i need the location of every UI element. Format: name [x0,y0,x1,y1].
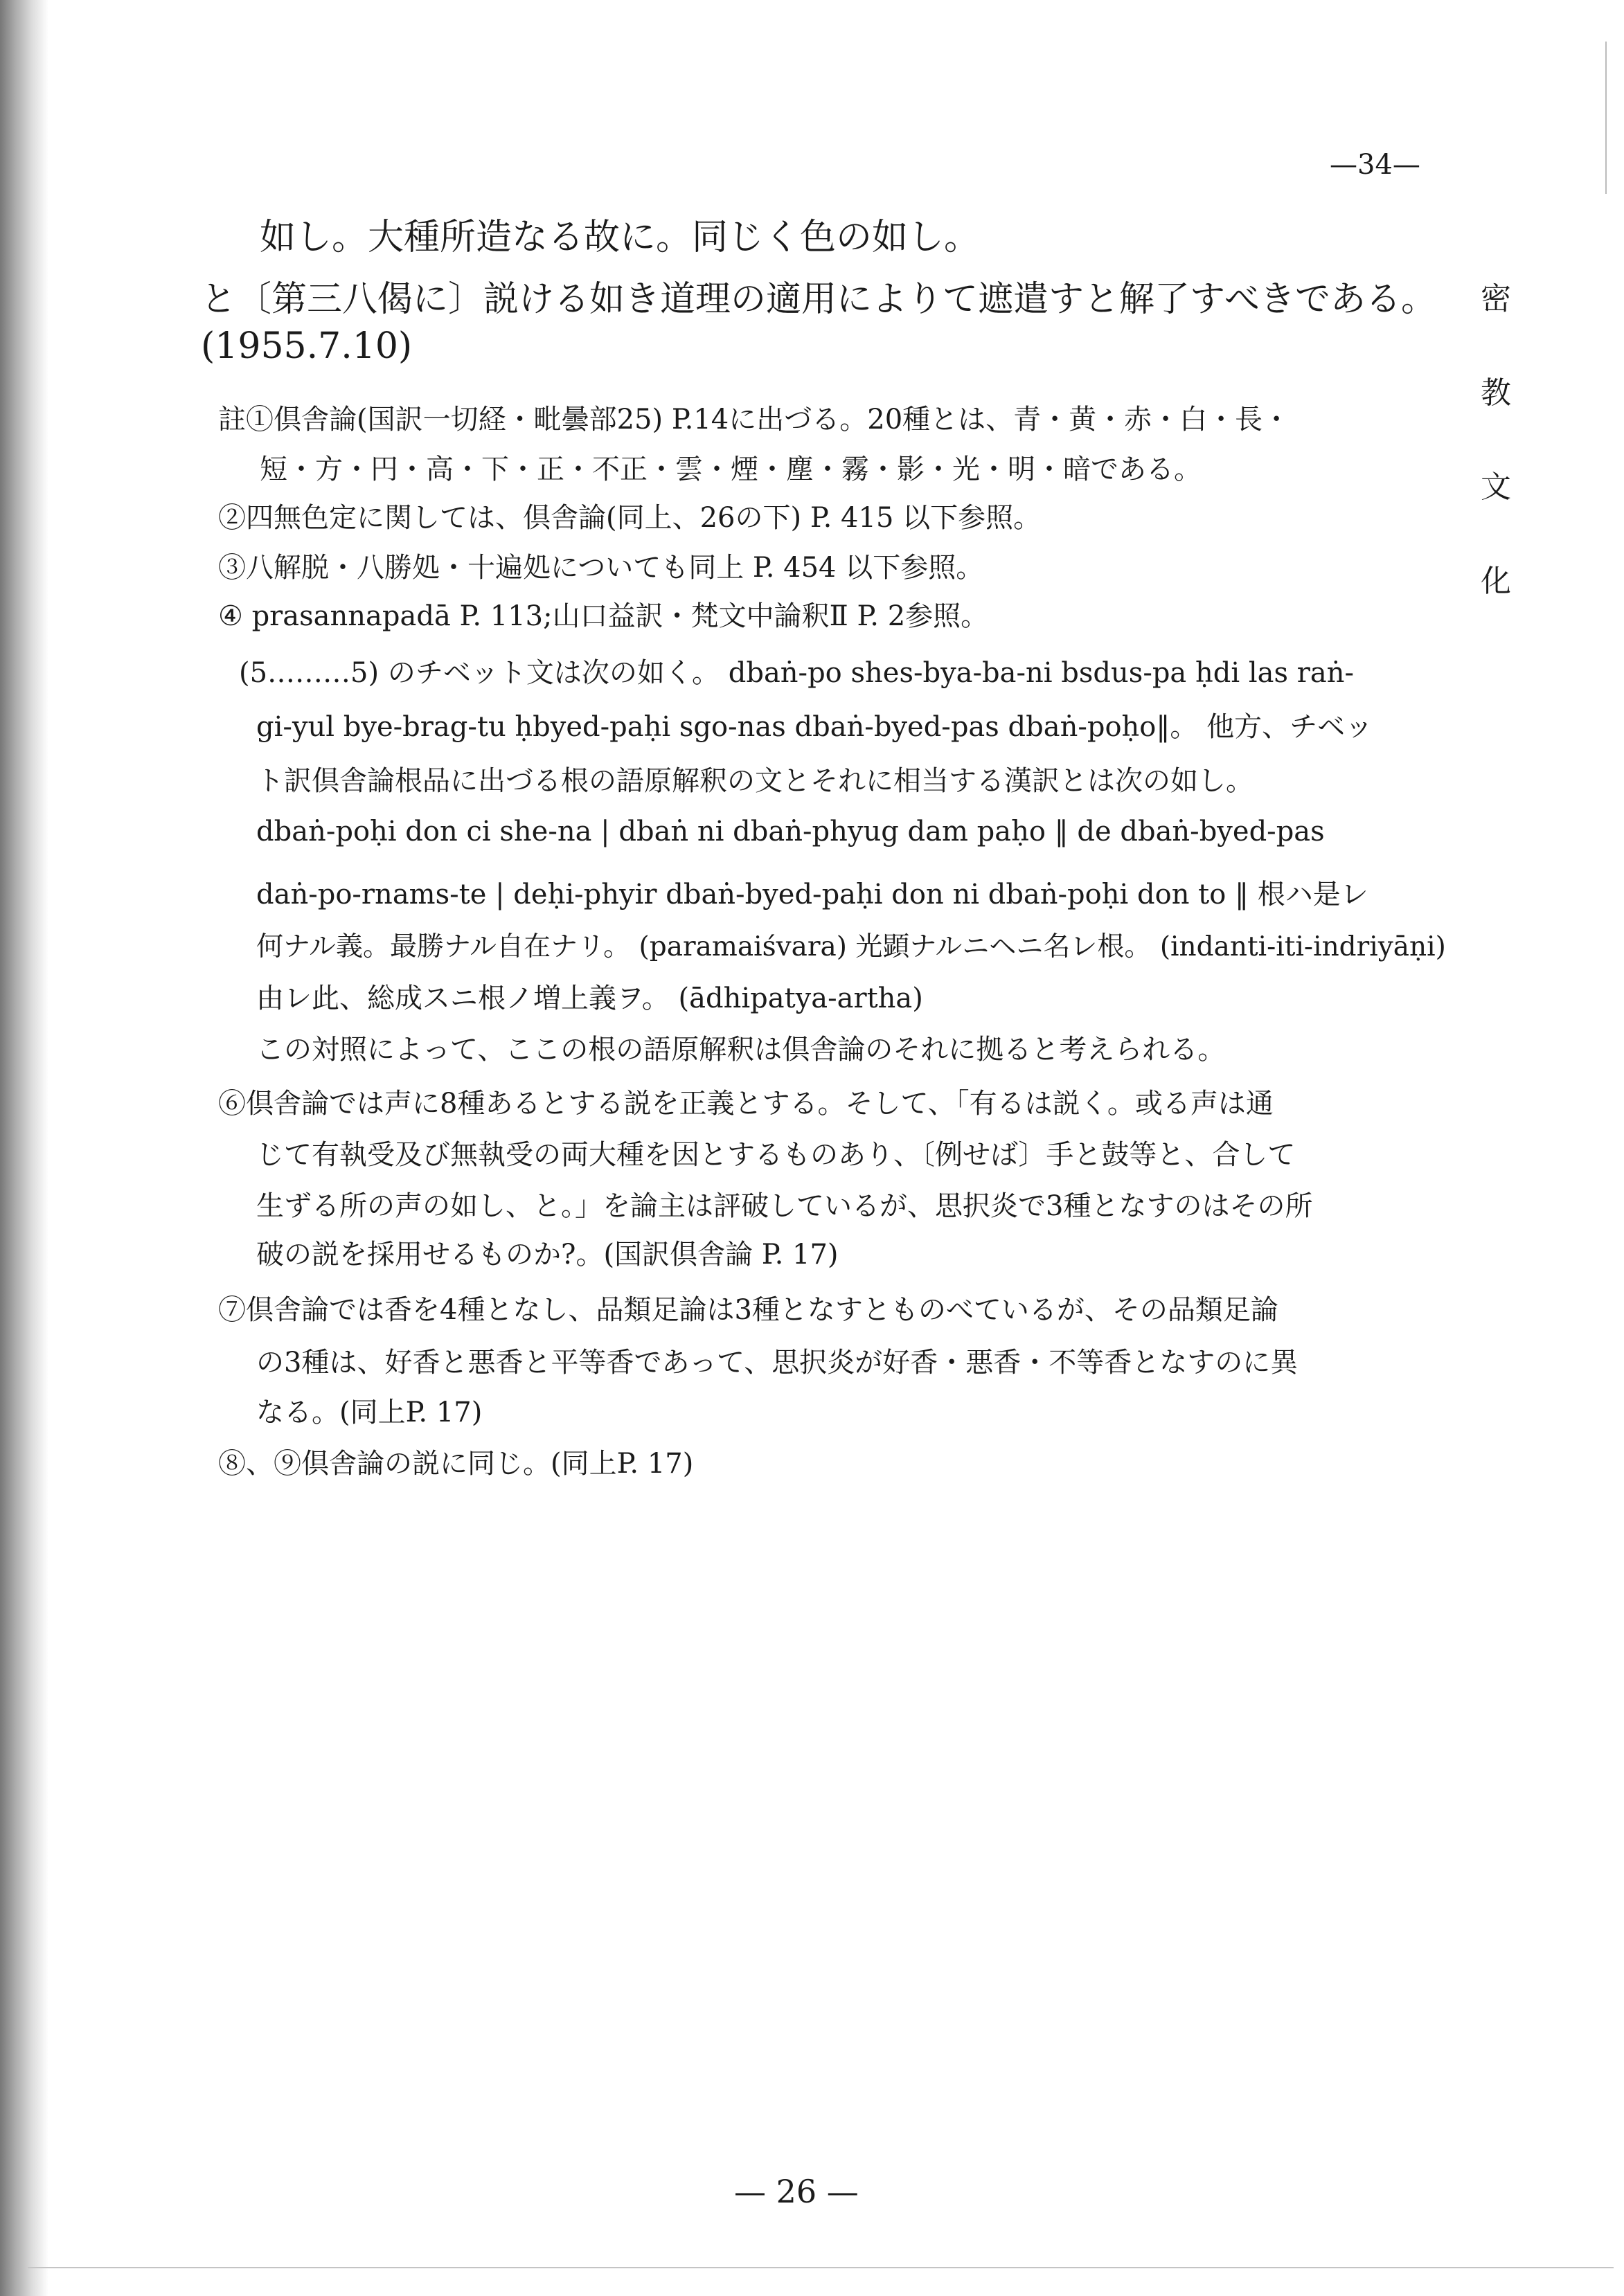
binding-shadow [0,0,48,2296]
note-line: ⑥倶舎論では声に8種あるとする説を正義とする。そして、「有るは説く。或る声は通 [218,1088,1274,1120]
note-line: なる。(同上P. 17) [256,1397,483,1428]
note-line: ⑧、⑨倶舎論の説に同じ。(同上P. 17) [218,1448,694,1480]
side-title [1475,281,1517,661]
note-line: 短・方・円・高・下・正・不正・雲・煙・塵・霧・影・光・明・暗である。 [260,454,1202,485]
note-line: 註①倶舎論(国訳一切経・毗曇部25) P.14に出づる。20種とは、青・黄・赤・白・長・ [218,404,1291,436]
side-title-char: 密 [1481,281,1511,316]
note-line: じて有執受及び無執受の両大種を因とするものあり、〔例せば〕手と鼓等と、合して [256,1139,1296,1171]
side-title-char: 教 [1481,375,1511,411]
date-line: (1955.7.10) [201,325,413,367]
note-line: 破の説を採用せるものか?。(国訳倶舎論 P. 17) [256,1239,839,1271]
note-line: この対照によって、ここの根の語原解釈は倶舎論のそれに拠ると考えられる。 [256,1034,1226,1066]
body-line: 如し。大種所造なる故に。同じく色の如し。 [260,217,981,258]
margin-rule [1605,42,1607,194]
note-line: (5………5) のチベット文は次の如く。 dbaṅ-po shes-bya-ba-ni bsdus-pa ḥdi las raṅ- [239,657,1355,689]
note-line: ④ prasannapadā P. 113;山口益訳・梵文中論釈Ⅱ P. 2参照。 [218,600,989,632]
note-line: ②四無色定に関しては、倶舎論(同上、26の下) P. 415 以下参照。 [218,502,1042,534]
body-line: と〔第三八偈に〕説ける如き道理の適用によりて遮遣すと解了すべきである。 [201,279,1436,320]
note-line: 生ずる所の声の如し、と。」を論主は評破しているが、思択炎で3種となすのはその所 [256,1190,1313,1222]
note-line: gi-yul bye-brag-tu ḥbyed-paḥi sgo-nas dbaṅ-byed-pas dbaṅ-poḥo‖。 他方、チベッ [256,711,1373,743]
side-title-char: 化 [1481,564,1511,599]
side-title-char: 文 [1481,469,1511,505]
note-line: 何ナル義。最勝ナル自在ナリ。 (paramaiśvara) 光顕ナルニヘニ名レ根。 (indanti-iti-indriyāṇi) [256,931,1446,962]
note-line: dbaṅ-poḥi don ci she-na | dbaṅ ni dbaṅ-phyug dam paḥo ‖ de dbaṅ-byed-pas [256,816,1325,847]
note-line: ③八解脱・八勝処・十遍処についても同上 P. 454 以下参照。 [218,552,984,584]
note-line: ⑦倶舎論では香を4種となし、品類足論は3種となすとものべているが、その品類足論 [218,1294,1278,1326]
note-line: 由レ此、総成スニ根ノ増上義ヲ。 (ādhipatya-artha) [256,983,923,1014]
page-number-top: —34— [1330,149,1420,181]
note-line: daṅ-po-rnams-te | deḥi-phyir dbaṅ-byed-paḥi don ni dbaṅ-poḥi don to ‖ 根ハ是レ [256,879,1368,911]
note-line: の3種は、好香と悪香と平等香であって、思択炎が好香・悪香・不等香となすのに異 [256,1347,1299,1379]
bottom-rule [28,2267,1614,2268]
note-line: ト訳倶舎論根品に出づる根の語原解釈の文とそれに相当する漢訳とは次の如し。 [256,765,1253,797]
page-number-bottom: — 26 — [734,2173,859,2210]
